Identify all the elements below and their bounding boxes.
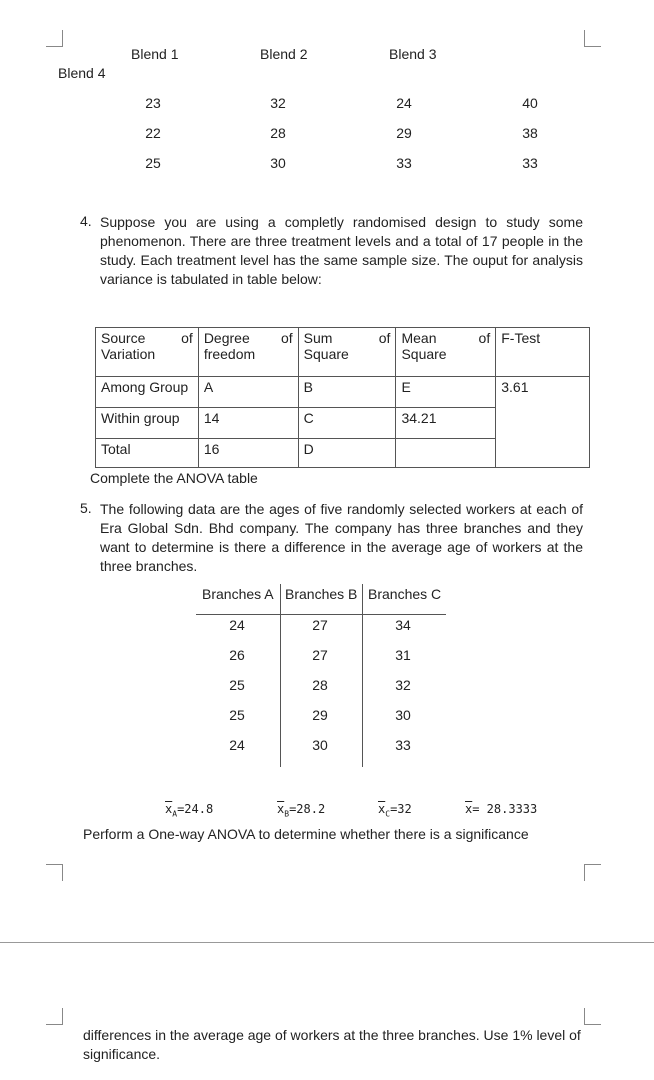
age-cell: 25: [229, 707, 245, 723]
anova-cell: B: [298, 377, 396, 408]
anova-cell: Within group: [96, 408, 199, 439]
anova-row: [96, 377, 590, 408]
age-cell: 24: [229, 737, 245, 753]
means-line: [0, 802, 654, 826]
anova-header-cell: [496, 328, 590, 377]
blend-cell: 40: [522, 95, 538, 111]
age-cell: 30: [312, 737, 328, 753]
anova-cell: E: [396, 377, 496, 408]
anova-cell: C: [298, 408, 396, 439]
age-cell: 30: [395, 707, 411, 723]
blend-header: Blend 3: [389, 46, 437, 62]
grand-mean: [465, 802, 537, 816]
corner-mark-top-right: [584, 30, 601, 47]
blend-cell: 30: [270, 155, 286, 171]
anova-cell: [396, 439, 496, 468]
anova-header-cell: [96, 328, 199, 377]
blend-cell: 29: [396, 125, 412, 141]
branch-divider: [362, 584, 363, 767]
header-word: Mean: [401, 330, 437, 346]
age-cell: 34: [395, 617, 411, 633]
mean-b-symbol: $\overline{x}$: [277, 802, 285, 816]
mean-c-symbol: $\overline{x}$: [378, 802, 386, 816]
header-line2: Square: [303, 346, 349, 362]
header-word: Sum: [303, 330, 333, 346]
anova-cell: 14: [198, 408, 298, 439]
branch-header: Branches C: [368, 586, 442, 602]
anova-header-cell: [198, 328, 298, 377]
anova-table: [95, 327, 590, 468]
anova-cell: Among Group: [96, 377, 199, 408]
question-5-text: The following data are the ages of five randomly selected workers at each of Era Global Sdn. Bhd company. The company has three branches and they want to determine is there a difference in the average age of workers at the three branches.: [100, 501, 583, 574]
anova-header-row: [96, 328, 590, 377]
corner-mark-mid-left: [46, 864, 63, 881]
mean-c: [378, 802, 412, 818]
mean-c-value: =32: [390, 802, 412, 816]
blend-cell: 23: [145, 95, 161, 111]
blend-header: Blend 4: [58, 65, 106, 81]
age-cell: 28: [312, 677, 328, 693]
header-word: Degree: [203, 330, 250, 346]
instruction-line-1: Perform a One-way ANOVA to determine whether there is a significance: [83, 826, 529, 842]
anova-header-cell: [298, 328, 396, 377]
anova-caption: Complete the ANOVA table: [90, 470, 258, 486]
corner-mark-top-left: [46, 30, 63, 47]
blend-cell: 32: [270, 95, 286, 111]
anova-f-test-cell: 3.61: [496, 377, 590, 468]
header-word: of: [181, 330, 193, 346]
age-cell: 29: [312, 707, 328, 723]
age-cell: 25: [229, 677, 245, 693]
anova-cell: Total: [96, 439, 199, 468]
question-4-number: 4.: [80, 213, 92, 229]
header-line2: Square: [401, 346, 447, 362]
anova-cell: 34.21: [396, 408, 496, 439]
corner-mark-mid-right: [584, 864, 601, 881]
mean-a-symbol: $\overline{x}$: [165, 802, 173, 816]
blend-cell: 28: [270, 125, 286, 141]
age-cell: 27: [312, 647, 328, 663]
anova-header-cell: [396, 328, 496, 377]
mean-a-value: =24.8: [177, 802, 214, 816]
header-line2: Variation: [101, 346, 156, 362]
header-line2: freedom: [203, 346, 256, 362]
header-word: of: [378, 330, 391, 346]
blend-cell: 38: [522, 125, 538, 141]
header-word: of: [280, 330, 293, 346]
anova-cell: A: [198, 377, 298, 408]
blend-cell: 33: [396, 155, 412, 171]
blend-cell: 24: [396, 95, 412, 111]
header-word: Source: [101, 330, 146, 346]
blend-cell: 22: [145, 125, 161, 141]
instruction-line-2: differences in the average age of workers at the three branches. Use 1% level of significance.: [83, 1027, 581, 1062]
branch-header: Branches A: [202, 586, 274, 602]
mean-b-subscript: B: [284, 809, 290, 819]
age-cell: 26: [229, 647, 245, 663]
corner-mark-bottom-right: [584, 1008, 601, 1025]
age-cell: 24: [229, 617, 245, 633]
question-4-text: Suppose you are using a completly randomised design to study some phenomenon. There are three treatment levels and a total of 17 people in the study. Each treatment level has the same sample size. The ouput for analysis variance is tabulated in table below:: [100, 214, 583, 287]
branch-header-rule: [196, 614, 446, 615]
mean-b-value: =28.2: [289, 802, 326, 816]
page-break-rule: [0, 942, 654, 943]
mean-b: [277, 802, 325, 818]
grand-mean-value: = 28.3333: [472, 802, 538, 816]
mean-a-subscript: A: [172, 809, 178, 819]
anova-cell: 16: [198, 439, 298, 468]
grand-mean-symbol: $\overline{x}$: [465, 802, 473, 816]
age-cell: 27: [312, 617, 328, 633]
age-cell: 31: [395, 647, 411, 663]
header-word: F-Test: [501, 330, 541, 346]
age-cell: 33: [395, 737, 411, 753]
blend-cell: 33: [522, 155, 538, 171]
blend-header: Blend 1: [131, 46, 179, 62]
corner-mark-bottom-left: [46, 1008, 63, 1025]
anova-cell: D: [298, 439, 396, 468]
question-5-number: 5.: [80, 500, 92, 516]
mean-a: [165, 802, 213, 818]
blend-header: Blend 2: [260, 46, 308, 62]
header-word: of: [478, 330, 491, 346]
blend-cell: 25: [145, 155, 161, 171]
branch-divider: [280, 584, 281, 767]
mean-c-subscript: C: [385, 809, 391, 819]
branch-header: Branches B: [285, 586, 358, 602]
age-cell: 32: [395, 677, 411, 693]
